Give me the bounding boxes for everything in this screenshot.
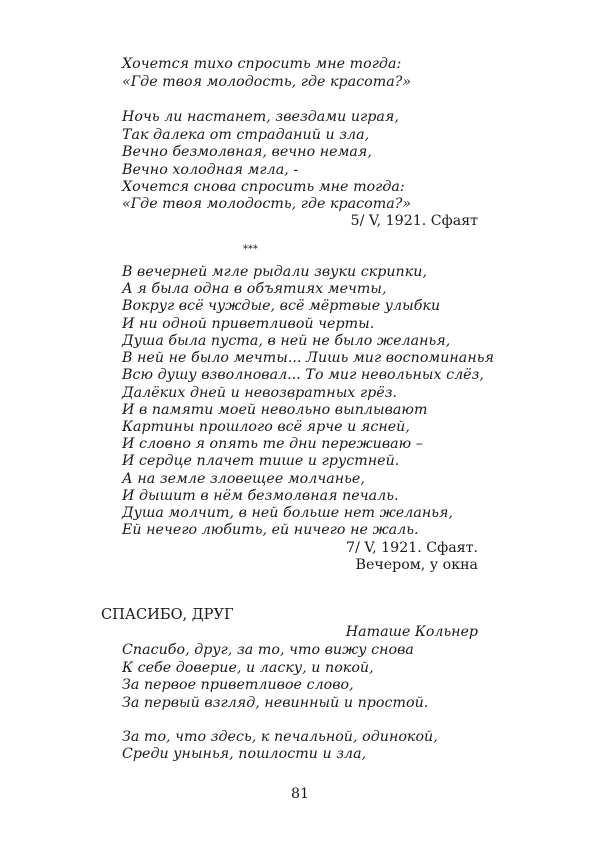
poem-line: Ночь ли настанет, звездами играя, (122, 109, 399, 125)
poem-line: Картины прошлого всё ярче и ясней, (122, 419, 410, 435)
poem-line: А я была одна в объятиях мечты, (122, 281, 387, 297)
poem-line: И ни одной приветливой черты. (122, 316, 375, 332)
poem-line: «Где твоя молодость, где красота?» (122, 74, 412, 90)
poem-signature: 5/ V, 1921. Сфаят (350, 213, 478, 229)
poem-line: Далёких дней и невозвратных грёз. (122, 385, 398, 401)
poem-line: К себе доверие, и ласку, и покой, (122, 660, 374, 676)
poem-line: Хочется тихо спросить мне тогда: (122, 56, 402, 72)
poem-line: Душа молчит, в ней больше нет желанья, (122, 505, 453, 521)
poem-line: Среди унынья, пошлости и зла, (122, 746, 367, 762)
poem-line: Хочется снова спросить мне тогда: (122, 179, 405, 195)
poem-line: Так далека от страданий и зла, (122, 127, 370, 143)
poem-line: Всю душу взволновал... То миг невольных слёз, (122, 367, 484, 383)
poem-line: За первый взгляд, невинный и простой. (122, 695, 429, 711)
poem-line: И в памяти моей невольно выплывают (122, 402, 428, 418)
poem-line: И сердце плачет тише и грустней. (122, 453, 400, 469)
poem-line: Вечно холодная мгла, - (122, 162, 299, 178)
poem-line: В ней не было мечты... Лишь миг воспоминанья (122, 350, 494, 366)
poem-line: Вокруг всё чуждые, всё мёртвые улыбки (122, 298, 441, 314)
poem-line: Ей нечего любить, ей ничего не жаль. (122, 522, 419, 538)
poem-signature-date: 7/ V, 1921. Сфаят. (346, 540, 478, 556)
poem-line: Душа была пуста, в ней не было желанья, (122, 333, 451, 349)
poem-line: И словно я опять те дни переживаю – (122, 436, 423, 452)
poem-line: А на земле зловещее молчанье, (122, 471, 365, 487)
poem-line: За первое приветливое слово, (122, 677, 354, 693)
section-separator: *** (243, 244, 258, 255)
poem-line: Вечно безмолвная, вечно немая, (122, 144, 372, 160)
page-number: 81 (290, 786, 310, 802)
poem-title: СПАСИБО, ДРУГ (101, 606, 234, 623)
poem-signature-note: Вечером, у окна (355, 557, 478, 573)
poem-line: «Где твоя молодость, где красота?» (122, 196, 412, 212)
poem-line: В вечерней мгле рыдали звуки скрипки, (122, 264, 428, 280)
poem-line: За то, что здесь, к печальной, одинокой, (122, 729, 438, 745)
poem-line: И дышит в нём безмолвная печаль. (122, 488, 399, 504)
poem-dedication: Наташе Кольнер (345, 624, 478, 640)
poem-line: Спасибо, друг, за то, что вижу снова (122, 642, 414, 658)
